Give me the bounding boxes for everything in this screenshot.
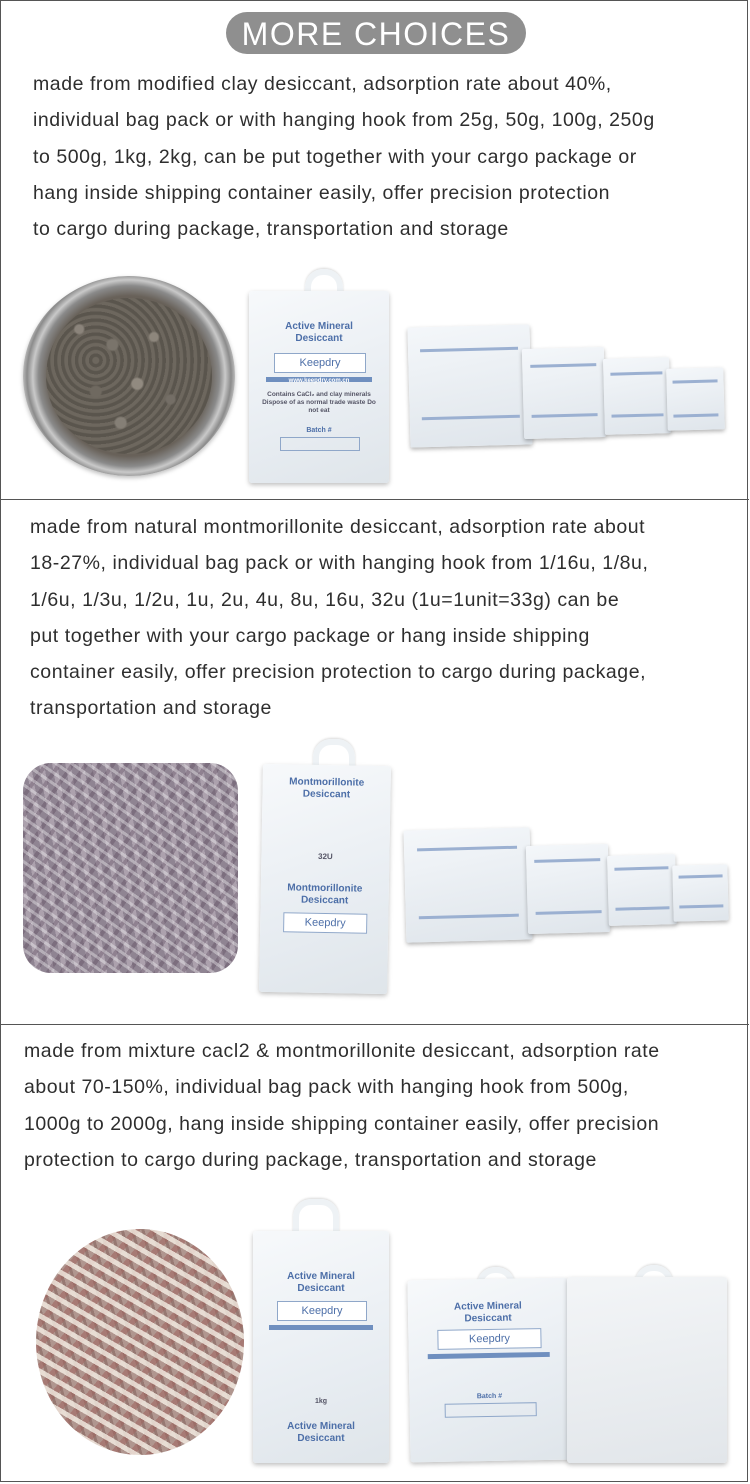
description-line: container easily, offer precision protection to cargo during package, — [30, 661, 647, 684]
bag-size-label: 32U — [317, 851, 333, 862]
bag-subtitle: Desiccant — [464, 1312, 512, 1325]
bag-batch-box — [280, 437, 360, 451]
description-line: made from natural montmorillonite desiccant, adsorption rate about — [30, 516, 646, 538]
bag-batch-box — [445, 1402, 537, 1418]
bag-batch-label: Batch # — [306, 427, 332, 434]
description-line: transportation and storage — [30, 697, 272, 720]
description-line: hang inside shipping container easily, offer precision protection — [33, 181, 611, 204]
section-1-description — [33, 66, 655, 247]
bag-warning-note: Contains CaCl₂ and clay minerals Dispose of as normal trade waste Do not eat — [262, 391, 376, 414]
description-line: to 500g, 1kg, 2kg, can be put together with your cargo package or — [33, 145, 637, 168]
bag-subtitle: Desiccant — [297, 1433, 345, 1444]
bag-brand-logo: Keepdry — [274, 353, 366, 373]
description-line: 1/6u, 1/3u, 1/2u, 1u, 2u, 4u, 8u, 16u, 32u (1u=1unit=33g) can be — [30, 588, 620, 611]
bag-title: Active Mineral — [287, 1421, 355, 1432]
more-choices-title: MORE CHOICES — [226, 12, 526, 54]
description-line: about 70-150%, individual bag pack with hanging hook from 500g, — [24, 1076, 629, 1099]
bag-subtitle: Desiccant — [302, 788, 351, 801]
section-2-description — [30, 509, 648, 727]
bag-subtitle: Desiccant — [300, 894, 349, 907]
hanging-desiccant-bag-front-photo — [407, 1278, 570, 1463]
hanging-desiccant-bag-photo — [259, 764, 391, 994]
description-line: put together with your cargo package or hang inside shipping — [30, 624, 590, 647]
bag-brand-logo: Keepdry — [437, 1328, 542, 1350]
description-line: protection to cargo during package, transportation and storage — [24, 1148, 597, 1171]
mixture-granules-photo — [36, 1229, 244, 1455]
hanging-desiccant-bag-photo — [249, 291, 389, 483]
bag-title: Active Mineral — [453, 1300, 522, 1313]
bag-url: www.keepdry.com.cn — [288, 378, 350, 384]
sachet-medium-photo — [522, 347, 606, 439]
section-divider — [1, 499, 749, 500]
bag-size-label: 1kg — [314, 1398, 328, 1405]
description-line: made from modified clay desiccant, adsorption rate about 40%, — [33, 73, 612, 95]
sachet-medium-photo — [526, 844, 610, 934]
sachet-large-photo — [407, 324, 532, 447]
bag-brand-logo: Keepdry — [277, 1301, 366, 1321]
bag-brand-logo: Keepdry — [283, 912, 367, 933]
hanging-desiccant-bag-photo — [253, 1231, 389, 1463]
bag-url-band — [269, 1325, 372, 1330]
sachet-small-photo — [603, 357, 671, 435]
clay-pellets-tin-photo — [23, 276, 235, 476]
bag-url-band — [428, 1352, 550, 1359]
description-line: individual bag pack or with hanging hook from 25g, 50g, 100g, 250g — [33, 109, 655, 132]
description-line: 1000g to 2000g, hang inside shipping container easily, offer precision — [24, 1112, 660, 1135]
section-divider — [1, 1024, 749, 1025]
sachet-smallest-photo — [666, 367, 725, 430]
bag-title: Active Mineral — [287, 1271, 355, 1282]
bag-title: Active Mineral — [285, 321, 353, 332]
hanging-desiccant-bag-back-photo — [567, 1277, 727, 1463]
description-line: to cargo during package, transportation and storage — [33, 218, 509, 241]
sachet-small-photo — [607, 854, 677, 926]
montmorillonite-granules-photo — [23, 763, 238, 973]
bag-title: Montmorillonite — [289, 776, 365, 789]
sachet-large-photo — [404, 827, 533, 942]
bag-subtitle: Desiccant — [297, 1283, 345, 1294]
section-3-description — [24, 1033, 660, 1178]
description-line: 18-27%, individual bag pack or with hanging hook from 1/16u, 1/8u, — [30, 552, 649, 575]
sachet-smallest-photo — [672, 864, 728, 921]
bag-batch-label: Batch # — [476, 1392, 503, 1401]
description-line: made from mixture cacl2 & montmorillonite desiccant, adsorption rate — [24, 1040, 660, 1062]
bag-subtitle: Desiccant — [295, 333, 343, 344]
bag-title: Montmorillonite — [287, 882, 363, 895]
